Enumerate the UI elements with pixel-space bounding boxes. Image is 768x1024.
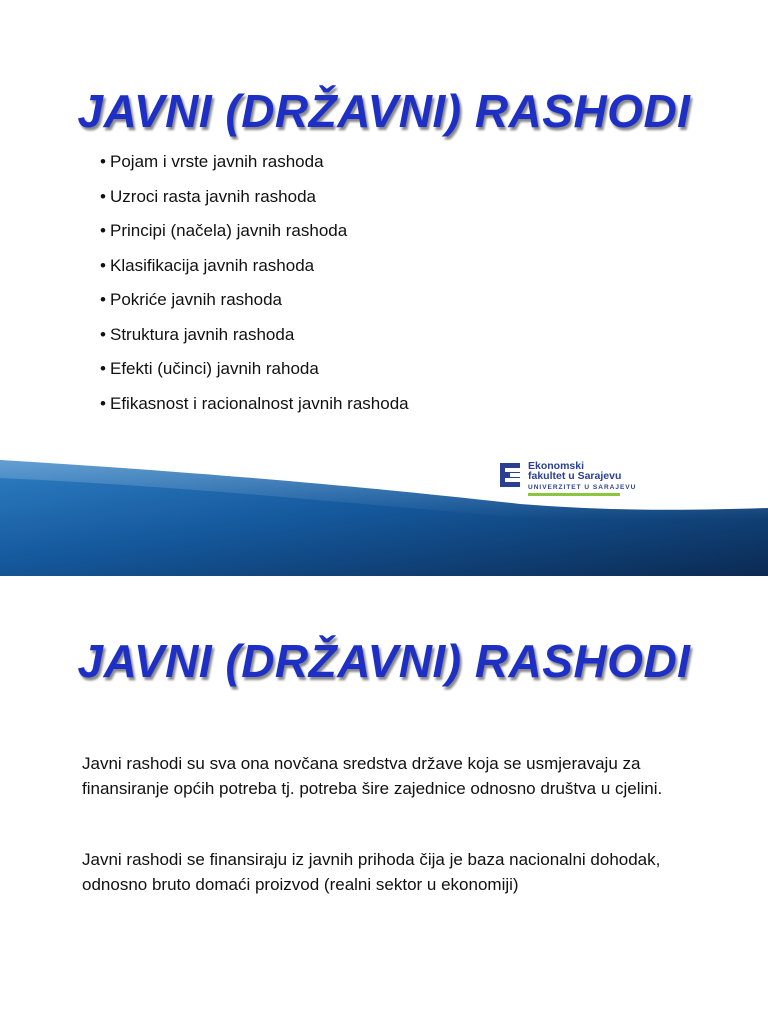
faculty-logo	[500, 460, 637, 500]
bullet-item: • Klasifikacija javnih rashoda	[100, 255, 315, 275]
bullet-item: • Uzroci rasta javnih rashoda	[100, 186, 316, 206]
slide-title: JAVNI (DRŽAVNI) RASHODI	[77, 635, 691, 687]
bullet-item: • Principi (načela) javnih rashoda	[100, 221, 348, 240]
bullet-text: Efikasnost i racionalnost javnih rashoda	[110, 393, 409, 413]
bullet-text: Principi (načela) javnih rashoda	[110, 221, 348, 240]
logo-green-rule	[528, 493, 620, 496]
decorative-wave-band	[0, 440, 768, 576]
slide-2	[0, 630, 768, 960]
financing-paragraph: Javni rashodi se finansiraju iz javnih prihoda čija je baza nacionalni dohodak, odnosno bruto domaći proizvod (realni sektor u ekonomiji)	[82, 850, 661, 894]
bullet-text: Pojam i vrste javnih rashoda	[110, 152, 324, 171]
bullet-text: Efekti (učinci) javnih rahoda	[110, 359, 319, 378]
ef-logo-icon	[500, 463, 520, 487]
bullet-item: • Struktura javnih rashoda	[100, 324, 295, 344]
bullet-item: • Efikasnost i racionalnost javnih rashoda	[100, 393, 409, 413]
definition-paragraph: Javni rashodi su sva ona novčana sredstva države koja se usmjeravaju za finansiranje općih potreba tj. potreba šire zajednice odnosno društva u cjelini.	[82, 754, 663, 798]
logo-line-2: fakultet u Sarajevu	[528, 470, 622, 482]
bullet-list	[100, 150, 409, 426]
logo-line-3: UNIVERZITET U SARAJEVU	[528, 484, 637, 491]
bullet-item: • Pokriće javnih rashoda	[100, 290, 282, 309]
bullet-text: Klasifikacija javnih rashoda	[110, 255, 315, 275]
bullet-text: Struktura javnih rashoda	[110, 324, 295, 344]
bullet-text: Uzroci rasta javnih rashoda	[110, 186, 316, 206]
bullet-item: • Pojam i vrste javnih rashoda	[100, 152, 324, 171]
logo-line-1: Ekonomski	[528, 460, 585, 472]
slide-title: JAVNI (DRŽAVNI) RASHODI	[77, 85, 691, 137]
slide-1	[0, 60, 768, 576]
bullet-text: Pokriće javnih rashoda	[110, 290, 282, 309]
bullet-item: • Efekti (učinci) javnih rahoda	[100, 359, 319, 378]
